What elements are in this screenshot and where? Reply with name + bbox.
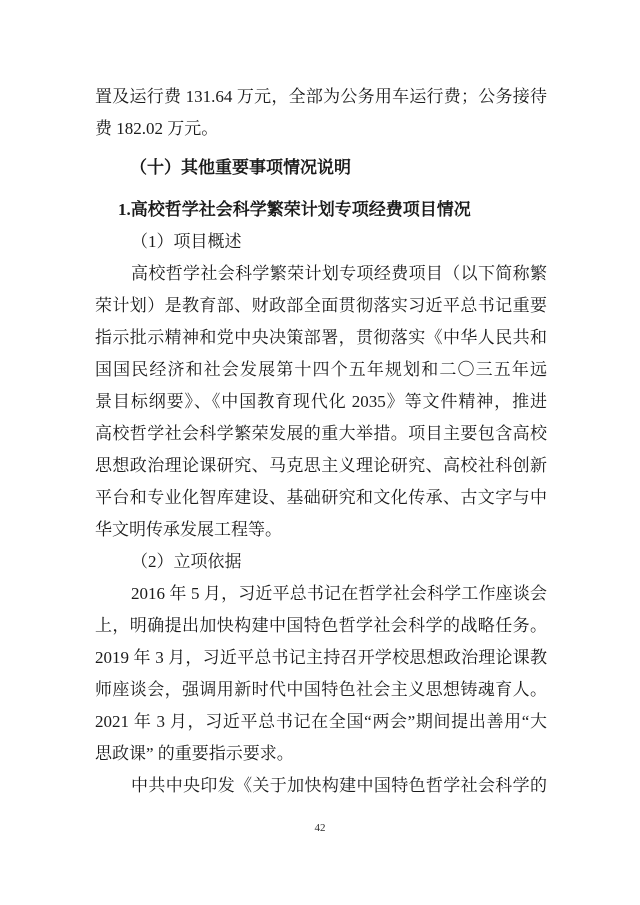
text-line: 高校哲学社会科学繁荣发展的重大举措。项目主要包含高校: [95, 424, 547, 443]
text-line: 上，明确提出加快构建中国特色哲学社会科学的战略任务。: [95, 616, 547, 635]
text-line: 高校哲学社会科学繁荣计划专项经费项目（以下简称繁: [131, 264, 547, 283]
text-line: 荣计划）是教育部、财政部全面贯彻落实习近平总书记重要: [95, 296, 547, 315]
document-body: [95, 81, 547, 802]
text-line: 2016 年 5 月，习近平总书记在哲学社会科学工作座谈会: [131, 584, 547, 603]
subsection-heading: 1.高校哲学社会科学繁荣计划专项经费项目情况: [118, 200, 471, 219]
text-line: 景目标纲要》、《中国教育现代化 2035》等文件精神，推进: [95, 392, 547, 411]
text-line: 国国民经济和社会发展第十四个五年规划和二〇三五年远: [95, 360, 547, 379]
text-line: 指示批示精神和党中央决策部署，贯彻落实《中华人民共和: [95, 328, 547, 347]
text-line: （1）项目概述: [131, 232, 242, 251]
text-line: 师座谈会，强调用新时代中国特色社会主义思想铸魂育人。: [95, 680, 547, 699]
text-line: 中共中央印发《关于加快构建中国特色哲学社会科学的: [131, 776, 547, 795]
section-heading: （十）其他重要事项情况说明: [130, 158, 351, 177]
text-line: 置及运行费 131.64 万元，全部为公务用车运行费；公务接待: [95, 87, 547, 106]
text-line: 费 182.02 万元。: [95, 119, 219, 138]
text-line: 2019 年 3 月，习近平总书记主持召开学校思想政治理论课教: [95, 648, 547, 667]
text-line: 思政课” 的重要指示要求。: [95, 744, 294, 763]
text-line: 2021 年 3 月，习近平总书记在全国“两会”期间提出善用“大: [95, 712, 547, 731]
text-line: 华文明传承发展工程等。: [95, 520, 282, 539]
text-line: 思想政治理论课研究、马克思主义理论研究、高校社科创新: [95, 456, 547, 475]
text-line: （2）立项依据: [131, 552, 242, 571]
text-line: 平台和专业化智库建设、基础研究和文化传承、古文字与中: [95, 488, 547, 507]
page-number: 42: [314, 822, 326, 834]
